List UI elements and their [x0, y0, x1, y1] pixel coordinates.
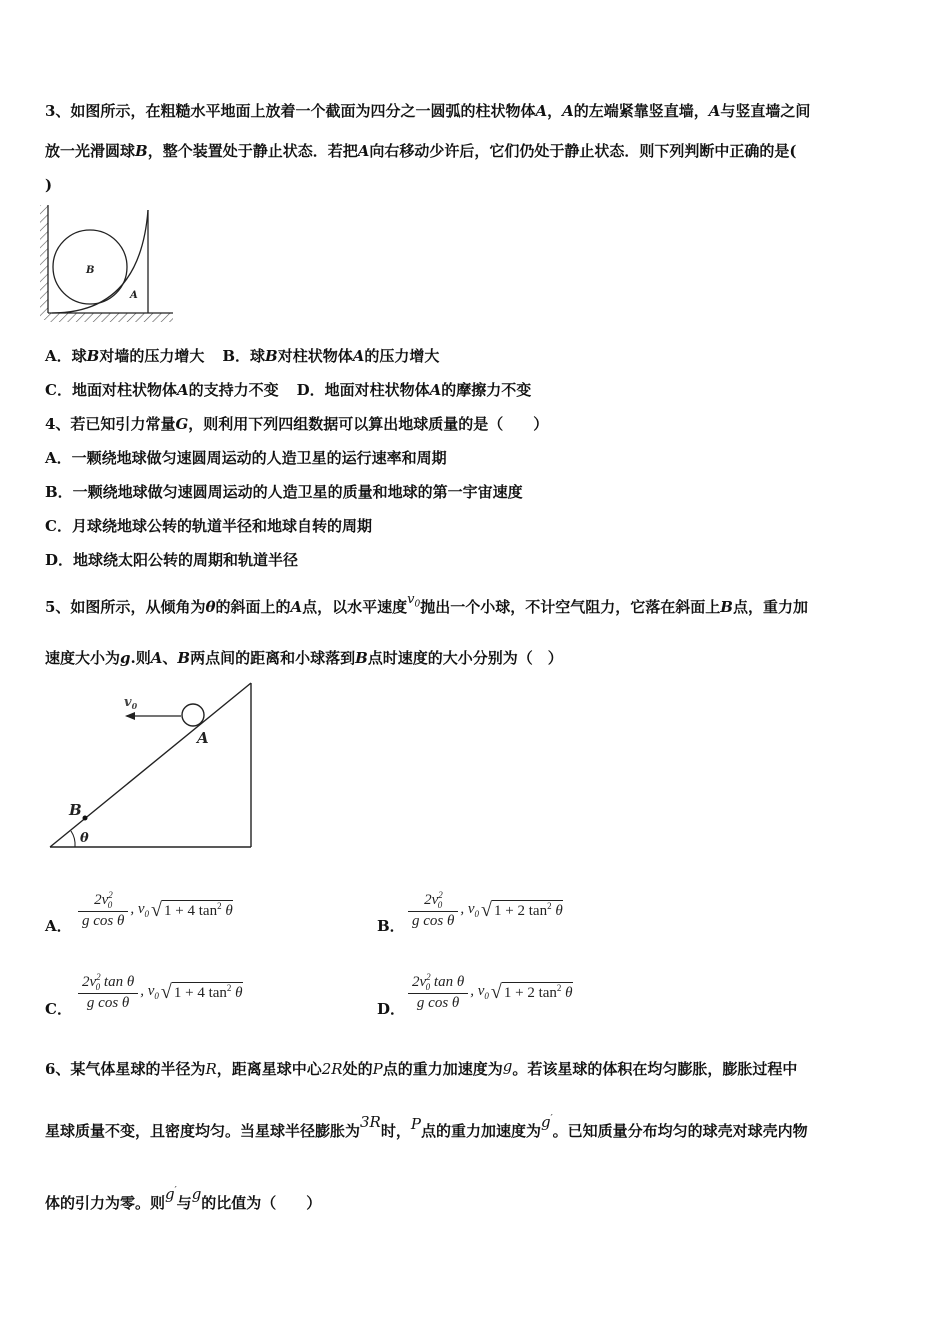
q6-var: R: [205, 1060, 217, 1078]
radicand-tail: θ: [551, 903, 563, 919]
q6-text: 星球质量不变，且密度均匀。当星球半径膨胀为: [45, 1122, 361, 1140]
radicand-exponent: 2: [217, 901, 222, 911]
fig-label-A: A: [197, 729, 209, 747]
q5-option-label: C．: [45, 1000, 72, 1018]
q5-option-label: D．: [377, 1000, 406, 1018]
q3-text: 对墙的压力增大: [99, 347, 205, 365]
numerator-exponent: 2: [438, 890, 443, 900]
q3-text: 放一光滑圆球: [45, 142, 136, 160]
q6-text: 的比值为（ ）: [201, 1194, 322, 1212]
q5-text: 、: [162, 649, 178, 667]
q6-text: 时，: [380, 1122, 411, 1140]
q3-text: 3、如图所示，在粗糙水平地面上放着一个截面为四分之一圆弧的柱状物体: [45, 102, 536, 120]
numerator-tail: tan θ: [100, 974, 135, 990]
fig-v0-subscript: 0: [131, 701, 138, 711]
numerator-subscript: 0: [425, 982, 431, 992]
q5-text: 点时速度的大小分别为（ ）: [367, 649, 563, 667]
q6-stem-line3: [45, 1185, 322, 1213]
q5-figure: [45, 680, 260, 855]
q3-stem-line1: [45, 100, 810, 121]
q6-var: g: [191, 1185, 202, 1203]
middle-symbol: , v: [470, 983, 485, 999]
q5-option-label: B．: [377, 917, 405, 935]
q6-var: P: [372, 1060, 383, 1078]
q4-option-b: B．一颗绕地球做匀速圆周运动的人造卫星的质量和地球的第一宇宙速度: [45, 483, 523, 501]
q3-stem-line2: [45, 140, 796, 161]
fig-v0-symbol: v: [124, 695, 132, 710]
fig-v0-label: [124, 695, 138, 711]
radicand-tail: θ: [231, 985, 243, 1001]
radicand: [162, 900, 233, 920]
formula-fraction: [78, 890, 128, 930]
q5-text: 点，以水平速度: [302, 598, 408, 616]
q3-option-a: A．球: [45, 347, 87, 365]
middle-symbol: , v: [130, 901, 145, 917]
radicand-exponent: 2: [547, 901, 552, 911]
q5-var: A: [150, 649, 163, 667]
formula-numerator: [408, 890, 458, 910]
ball: [182, 704, 204, 726]
middle-subscript: 0: [474, 909, 480, 919]
formula-denominator: g cos θ: [86, 995, 130, 1011]
q6-gprime: [541, 1113, 553, 1131]
fig-label-B: B: [69, 801, 82, 819]
radical-sign: √: [481, 898, 493, 921]
formula-denominator: g cos θ: [82, 913, 125, 929]
q3-option-b: B．球: [222, 347, 266, 365]
q5-text: .则: [130, 649, 151, 667]
q3-text: 的左端紧靠竖直墙，: [573, 102, 709, 120]
q5-text: 抛出一个小球，不计空气阻力，它落在斜面上: [420, 598, 721, 616]
q4-stem: [45, 413, 548, 434]
radicand: [492, 900, 563, 920]
radicand: [172, 982, 243, 1002]
radical-sign: √: [151, 898, 163, 921]
q3-var: B: [135, 142, 148, 160]
q3-text: ，: [547, 102, 563, 120]
q4-text: 4、若已知引力常量: [45, 415, 176, 433]
middle-subscript: 0: [154, 991, 159, 1001]
q6-g-symbol: g: [165, 1185, 175, 1203]
fig-label-theta: θ: [80, 831, 89, 846]
fig-label-B: B: [86, 265, 95, 276]
numerator-exponent: 2: [426, 972, 431, 982]
fraction-bar: [408, 911, 458, 912]
numerator-base: 2v: [94, 892, 109, 908]
q5-v0: [407, 592, 421, 610]
numerator-subscript: 0: [95, 982, 101, 992]
q6-prime: ′: [550, 1114, 553, 1124]
q5-text: 两点间的距离和小球落到: [190, 649, 356, 667]
numerator-subscript: 0: [437, 900, 443, 910]
radicand-base: 1 + 2 tan: [503, 985, 557, 1001]
numerator-tail: tan θ: [430, 974, 465, 990]
numerator-exponent: 2: [96, 972, 101, 982]
q6-stem-line1: [45, 1058, 797, 1079]
radical-sign: √: [490, 980, 502, 1003]
radicand-base: 1 + 4 tan: [173, 985, 227, 1001]
q3-var: B: [86, 347, 100, 365]
q6-var: 3R: [360, 1113, 381, 1131]
q3-var: A: [357, 142, 370, 160]
q5-var: B: [177, 649, 191, 667]
radicand-base: 1 + 2 tan: [494, 903, 548, 919]
radicand-tail: θ: [221, 903, 233, 919]
formula-numerator: [408, 972, 468, 992]
fig-label-A: A: [130, 290, 138, 301]
formula-middle: [140, 983, 159, 1001]
fraction-bar: [78, 993, 138, 994]
formula-middle: [130, 901, 149, 919]
q5-text: 点，重力加: [732, 598, 808, 616]
q5-option-formula: [78, 890, 233, 930]
q3-var: A: [708, 102, 721, 120]
q6-var: g: [502, 1057, 513, 1075]
q3-option-c: C．地面对柱状物体: [45, 381, 177, 399]
q6-prime: ′: [174, 1186, 177, 1196]
numerator-subscript: 0: [107, 900, 113, 910]
q5-v0-subscript: 0: [414, 599, 421, 610]
formula-middle: [470, 983, 489, 1001]
q6-text: 点的重力加速度为: [420, 1122, 541, 1140]
q4-var: G: [175, 415, 189, 433]
formula-numerator: [78, 972, 138, 992]
fraction-bar: [408, 993, 468, 994]
q4-option-d: D．地球绕太阳公转的周期和轨道半径: [45, 551, 299, 569]
angle-arc: [71, 831, 75, 847]
radicand-exponent: 2: [556, 983, 562, 993]
q6-gprime-2: [165, 1185, 177, 1203]
q3-var: A: [535, 102, 548, 120]
q5-stem-line1: [45, 592, 808, 619]
q5-option-label: A．: [45, 917, 72, 935]
numerator-base: 2v: [424, 892, 439, 908]
fraction-bar: [78, 911, 128, 912]
middle-symbol: , v: [460, 901, 475, 917]
q5-var: θ: [205, 598, 216, 616]
formula-numerator: [78, 890, 128, 910]
q3-var: A: [352, 347, 365, 365]
formula-fraction: [408, 972, 468, 1012]
radicand: [502, 982, 573, 1002]
q6-text: 与: [176, 1194, 192, 1212]
q3-text: 与竖直墙之间: [720, 102, 811, 120]
q3-var: A: [562, 102, 574, 120]
q5-var: B: [720, 598, 733, 616]
q5-stem-line2: [45, 647, 563, 668]
ground-hatch: [48, 313, 173, 322]
q6-text: ，距离星球中心: [216, 1060, 322, 1078]
q3-var: A: [176, 381, 189, 399]
numerator-exponent: 2: [108, 890, 113, 900]
middle-subscript: 0: [484, 991, 489, 1001]
formula-denominator: g cos θ: [412, 913, 455, 929]
q3-text: 的支持力不变: [188, 381, 279, 399]
wall-hatch: [40, 205, 48, 320]
q3-text: 对柱状物体: [277, 347, 353, 365]
q6-text: 点的重力加速度为: [382, 1060, 503, 1078]
formula-fraction: [78, 972, 138, 1012]
middle-symbol: , v: [140, 983, 155, 999]
formula-fraction: [408, 890, 458, 930]
q3-options-row2: [45, 379, 531, 400]
radicand-exponent: 2: [226, 983, 232, 993]
numerator-base: 2v: [82, 974, 97, 990]
q3-var: A: [429, 381, 442, 399]
q5-option-formula: [78, 972, 243, 1012]
q3-option-d: D．地面对柱状物体: [296, 381, 430, 399]
q3-paren-close: ): [45, 176, 53, 194]
q6-var: 2R: [321, 1060, 343, 1078]
q5-var: g: [120, 649, 131, 667]
q4-option-c: C．月球绕地球公转的轨道半径和地球自转的周期: [45, 517, 372, 535]
q3-paren: (: [789, 142, 797, 160]
incline-line: [50, 683, 251, 847]
radical-sign: √: [160, 980, 172, 1003]
q5-var: B: [355, 649, 368, 667]
q3-text: ，整个装置处于静止状态．若把: [147, 142, 358, 160]
q5-var: A: [290, 598, 303, 616]
q3-text: 向右移动少许后，它们仍处于静止状态．则下列判断中正确的是: [369, 142, 790, 160]
q3-figure: [40, 205, 180, 325]
q6-text: 处的: [342, 1060, 373, 1078]
q3-options-row1: [45, 345, 439, 366]
q4-text: ，则利用下列四组数据可以算出地球质量的是（ ）: [188, 415, 549, 433]
q6-text: 体的引力为零。则: [45, 1194, 166, 1212]
q5-text: 的斜面上的: [215, 598, 291, 616]
point-B: [83, 816, 88, 821]
middle-subscript: 0: [144, 909, 150, 919]
q6-var: P: [410, 1115, 421, 1133]
q3-var: B: [265, 347, 278, 365]
numerator-base: 2v: [412, 974, 427, 990]
q3-text: 的摩擦力不变: [441, 381, 532, 399]
q6-text: 6、某气体星球的半径为: [45, 1060, 206, 1078]
formula-middle: [460, 901, 479, 919]
q5-v0-symbol: v: [407, 592, 415, 607]
q6-text: 。已知质量分布均匀的球壳对球壳内物: [552, 1122, 808, 1140]
q6-g-symbol: g: [540, 1113, 551, 1131]
q5-option-formula: [408, 972, 573, 1012]
q5-text: 5、如图所示，从倾角为: [45, 598, 206, 616]
formula-denominator: g cos θ: [416, 995, 460, 1011]
q3-text: 的压力增大: [364, 347, 440, 365]
q4-option-a: A．一颗绕地球做匀速圆周运动的人造卫星的运行速率和周期: [45, 449, 447, 467]
radicand-base: 1 + 4 tan: [164, 903, 218, 919]
radicand-tail: θ: [561, 985, 573, 1001]
q6-text: 。若该星球的体积在均匀膨胀，膨胀过程中: [512, 1060, 798, 1078]
q5-option-formula: [408, 890, 563, 930]
q6-stem-line2: [45, 1113, 808, 1141]
q5-text: 速度大小为: [45, 649, 121, 667]
velocity-arrowhead: [125, 712, 135, 720]
